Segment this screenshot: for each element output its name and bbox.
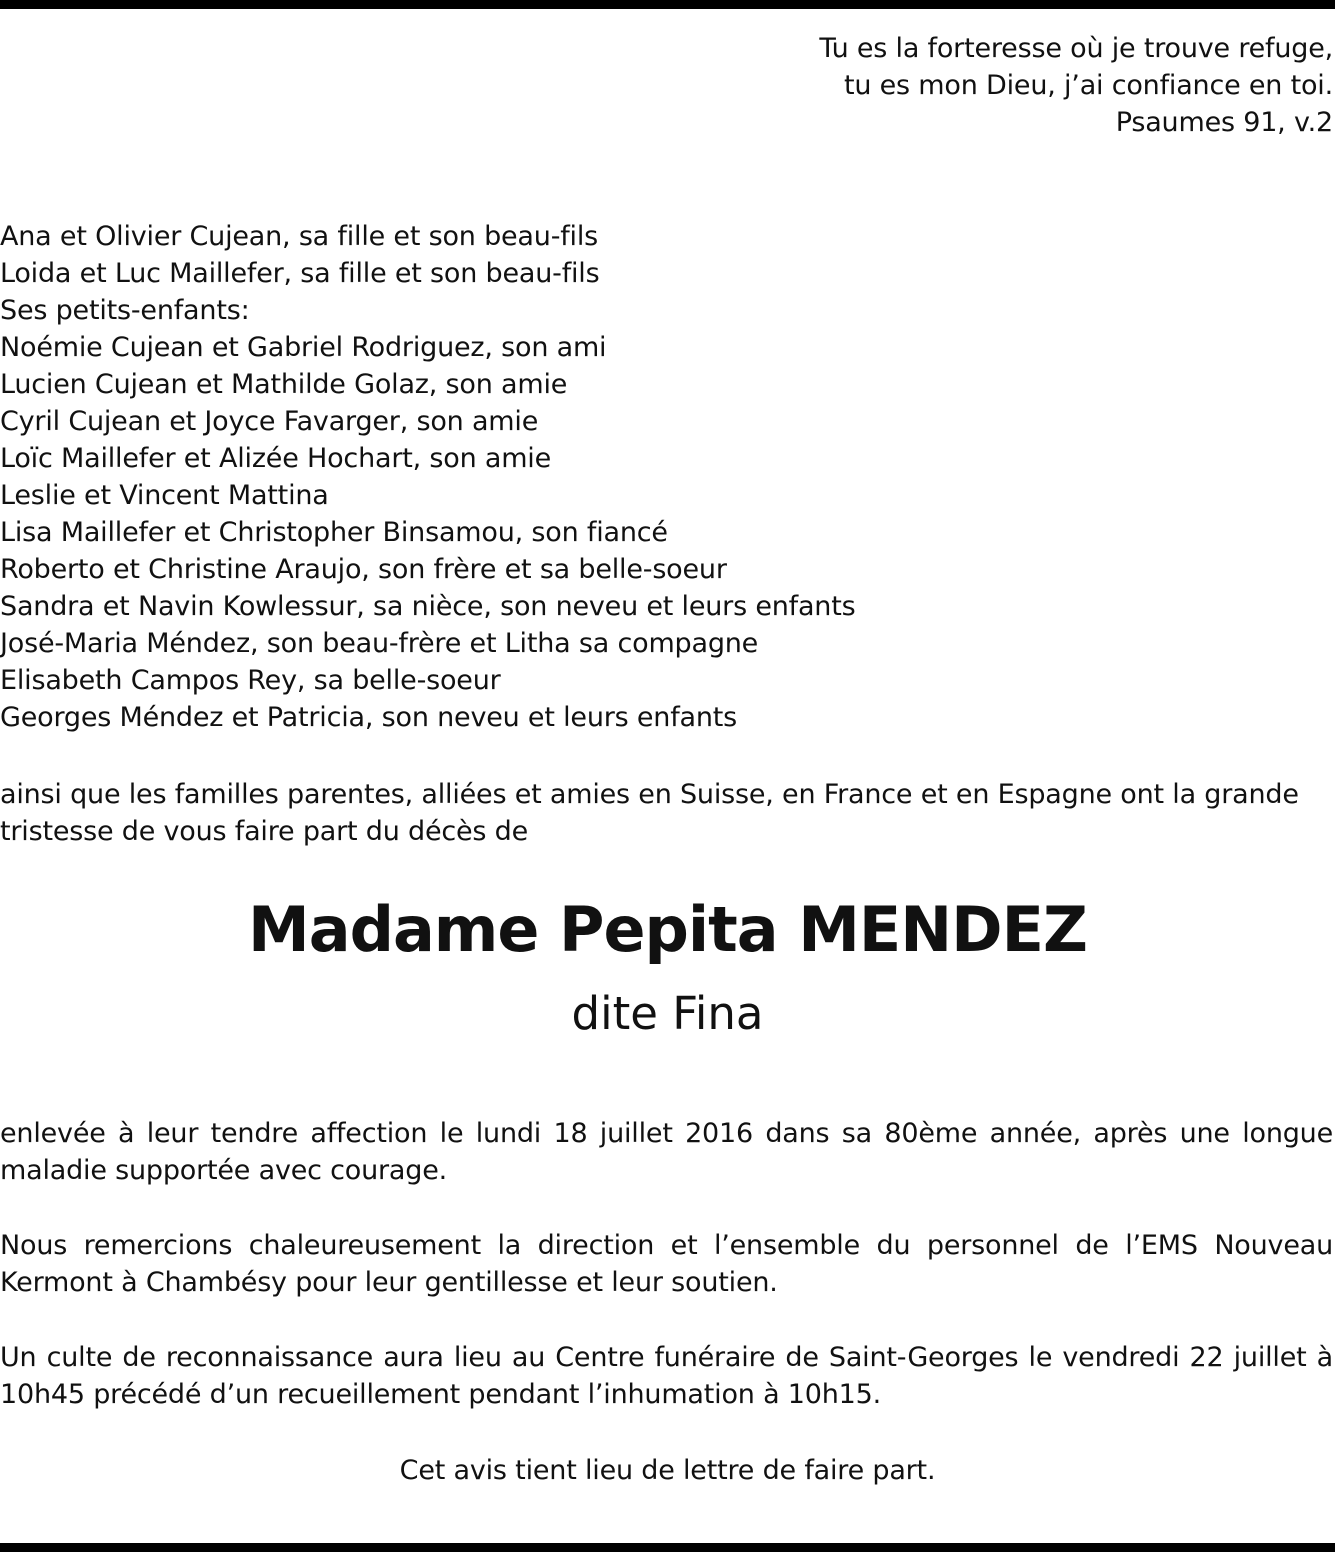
- death-paragraph: enlevée à leur tendre affection le lundi 18 juillet 2016 dans sa 80ème année, après une longue maladie supportée avec courage.: [0, 1118, 1333, 1186]
- top-rule: [0, 0, 1335, 9]
- mourner-line: Loïc Maillefer et Alizée Hochart, son amie: [0, 443, 552, 474]
- mourner-line: Roberto et Christine Araujo, son frère et sa belle-soeur: [0, 554, 727, 585]
- mourners-list: [0, 218, 855, 736]
- deceased-nickname: dite Fina: [571, 987, 764, 1040]
- mourner-line: Lucien Cujean et Mathilde Golaz, son amie: [0, 369, 568, 400]
- mourner-line: José-Maria Méndez, son beau-frère et Litha sa compagne: [0, 628, 759, 659]
- mourner-line: Ses petits-enfants:: [0, 295, 250, 326]
- mourner-line: Noémie Cujean et Gabriel Rodriguez, son ami: [0, 332, 607, 363]
- bottom-rule: [0, 1543, 1335, 1552]
- epigraph: [819, 30, 1333, 141]
- mourner-line: Cyril Cujean et Joyce Favarger, son amie: [0, 406, 539, 437]
- deceased-block: [0, 890, 1335, 1044]
- announcement-intro: ainsi que les familles parentes, alliées et amies en Suisse, en France et en Espagne ont la grande tristesse de vous faire part du décès de: [0, 779, 1299, 847]
- mourner-line: Lisa Maillefer et Christopher Binsamou, son fiancé: [0, 517, 668, 548]
- thanks-paragraph: Nous remercions chaleureusement la direction et l’ensemble du personnel de l’EMS Nouveau Kermont à Chambésy pour leur gentillesse et leur soutien.: [0, 1230, 1333, 1298]
- mourner-line: Sandra et Navin Kowlessur, sa nièce, son neveu et leurs enfants: [0, 591, 856, 622]
- mourner-line: Leslie et Vincent Mattina: [0, 480, 329, 511]
- deceased-name: Madame Pepita MENDEZ: [248, 893, 1087, 966]
- mourner-line: Georges Méndez et Patricia, son neveu et leurs enfants: [0, 702, 738, 733]
- mourner-line: Ana et Olivier Cujean, sa fille et son beau-fils: [0, 221, 599, 252]
- epigraph-line-1: Tu es la forteresse où je trouve refuge,: [819, 33, 1333, 64]
- mourner-line: Loida et Luc Maillefer, sa fille et son beau-fils: [0, 258, 600, 289]
- closing-note: Cet avis tient lieu de lettre de faire part.: [399, 1455, 936, 1486]
- epigraph-line-2: tu es mon Dieu, j’ai confiance en toi.: [843, 70, 1333, 101]
- epigraph-reference: Psaumes 91, v.2: [1115, 107, 1333, 138]
- mourner-line: Elisabeth Campos Rey, sa belle-soeur: [0, 665, 501, 696]
- service-paragraph: Un culte de reconnaissance aura lieu au Centre funéraire de Saint-Georges le vendredi 22 juillet à 10h45 précédé d’un recueillement pendant l’inhumation à 10h15.: [0, 1342, 1333, 1410]
